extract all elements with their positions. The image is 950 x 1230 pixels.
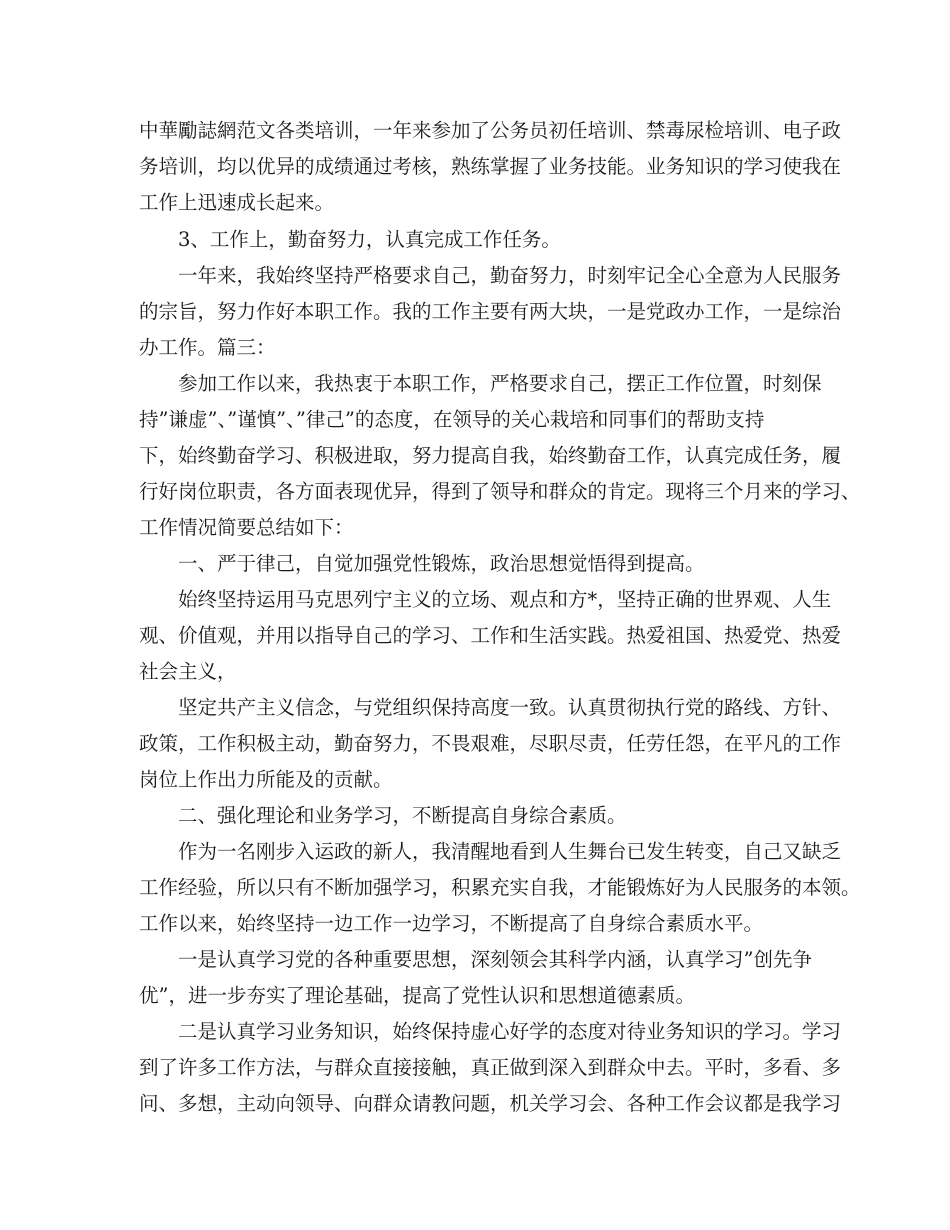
text-line: 工作上迅速成长起来。 bbox=[139, 191, 335, 214]
text-line: 的宗旨，努力作好本职工作。我的工作主要有两大块，一是党政办工作，一是综治 bbox=[139, 300, 842, 323]
text-line: 办工作。篇三： bbox=[139, 336, 276, 359]
text-line: 作为一名刚步入运政的新人，我清醒地看到人生舞台已发生转变，自己又缺乏 bbox=[178, 840, 842, 863]
text-line: 岗位上作出力所能及的贡献。 bbox=[139, 768, 393, 791]
text-line: 坚定共产主义信念，与党组织保持高度一致。认真贯彻执行党的路线、方针、 bbox=[178, 696, 842, 719]
text-line: 下，始终勤奋学习、积极进取，努力提高自我，始终勤奋工作，认真完成任务，履 bbox=[139, 444, 842, 467]
text-line: 工作经验，所以只有不断加强学习，积累充实自我，才能锻炼好为人民服务的本领。 bbox=[139, 876, 861, 899]
text-line: 到了许多工作方法，与群众直接接触，真正做到深入到群众中去。平时，多看、多 bbox=[139, 1056, 842, 1079]
text-line: 优”，进一步夯实了理论基础，提高了党性认识和思想道德素质。 bbox=[139, 984, 695, 1007]
section-heading: 3、工作上，勤奋努力，认真完成工作任务。 bbox=[178, 228, 561, 251]
text-line: 一年来，我始终坚持严格要求自己，勤奋努力，时刻牢记全心全意为人民服务 bbox=[178, 264, 842, 287]
section-heading: 一、严于律己，自觉加强党性锻炼，政治思想觉悟得到提高。 bbox=[178, 552, 705, 575]
text-line: 问、多想，主动向领导、向群众请教问题，机关学习会、各种工作会议都是我学习 bbox=[139, 1092, 842, 1115]
text-line: 中華勵誌網范文各类培训，一年来参加了公务员初任培训、禁毒尿检培训、电子政 bbox=[139, 119, 842, 142]
text-line: 二是认真学习业务知识，始终保持虚心好学的态度对待业务知识的学习。学习 bbox=[178, 1020, 842, 1043]
text-line: 工作情况简要总结如下： bbox=[139, 516, 354, 539]
text-line: 社会主义， bbox=[139, 660, 237, 683]
text-line: 持”谦虚”、”谨慎”、”律己”的态度，在领导的关心栽培和同事们的帮助支持 bbox=[139, 408, 765, 431]
text-line: 始终坚持运用马克思列宁主义的立场、观点和方*，坚持正确的世界观、人生 bbox=[178, 588, 832, 611]
section-heading: 二、强化理论和业务学习，不断提高自身综合素质。 bbox=[178, 804, 627, 827]
text-line: 一是认真学习党的各种重要思想，深刻领会其科学内涵，认真学习”创先争 bbox=[178, 948, 812, 971]
text-line: 观、价值观，并用以指导自己的学习、工作和生活实践。热爱祖国、热爱党、热爱 bbox=[139, 624, 842, 647]
text-line: 工作以来，始终坚持一边工作一边学习，不断提高了自身综合素质水平。 bbox=[139, 912, 764, 935]
text-line: 政策，工作积极主动，勤奋努力，不畏艰难，尽职尽责，任劳任怨，在平凡的工作 bbox=[139, 732, 842, 755]
text-line: 务培训，均以优异的成绩通过考核，熟练掌握了业务技能。业务知识的学习使我在 bbox=[139, 155, 842, 178]
text-line: 参加工作以来，我热衷于本职工作，严格要求自己，摆正工作位置，时刻保 bbox=[178, 372, 822, 395]
text-line: 行好岗位职责，各方面表现优异，得到了领导和群众的肯定。现将三个月来的学习、 bbox=[139, 480, 861, 503]
